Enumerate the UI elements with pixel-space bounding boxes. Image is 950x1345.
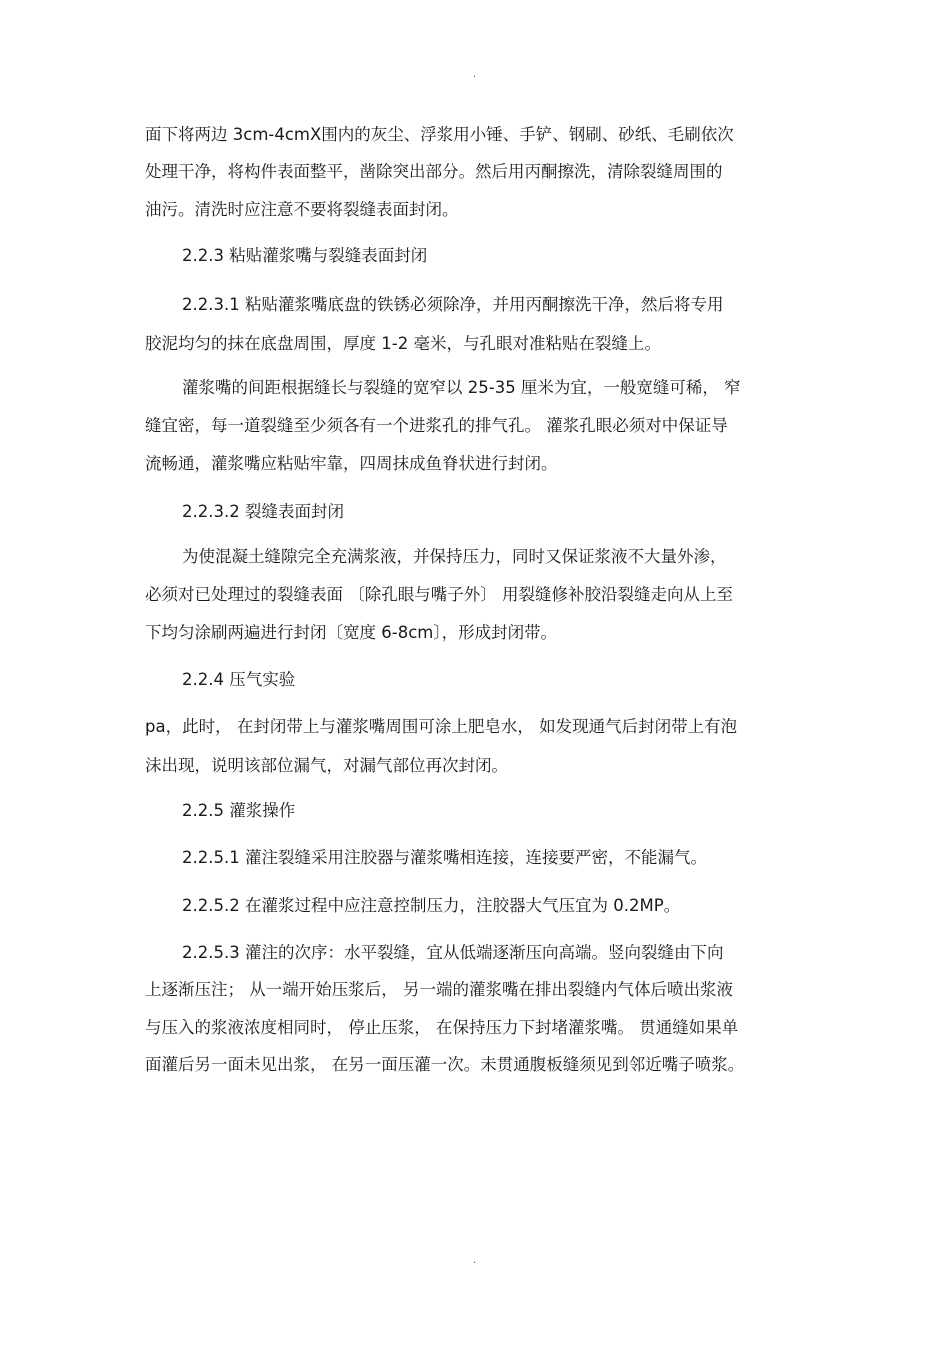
- paragraph-line: 2.2.3.1 粘贴灌浆嘴底盘的铁锈必须除净，并用丙酮擦洗干净，然后将专用: [182, 295, 724, 314]
- paragraph-line: 面下将两边 3cm-4cmX围内的灰尘、浮浆用小锤、手铲、钢刷、砂纸、毛刷依次: [145, 125, 734, 144]
- paragraph-line: 下均匀涂刷两遍进行封闭〔宽度 6-8cm〕，形成封闭带。: [145, 623, 558, 642]
- section-heading: 2.2.3.2 裂缝表面封闭: [182, 502, 344, 521]
- paragraph-line: 2.2.5.3 灌注的次序：水平裂缝，宜从低端逐渐压向高端。竖向裂缝由下向: [182, 943, 724, 962]
- section-heading: 2.2.3 粘贴灌浆嘴与裂缝表面封闭: [182, 246, 428, 265]
- paragraph-line: 与压入的浆液浓度相同时， 停止压浆， 在保持压力下封堵灌浆嘴。 贯通缝如果单: [145, 1018, 739, 1037]
- footer-mark: .: [473, 1255, 477, 1266]
- section-heading: 2.2.4 压气实验: [182, 670, 296, 689]
- paragraph-line: 面灌后另一面未见出浆， 在另一面压灌一次。未贯通腹板缝须见到邻近嘴子喷浆。: [145, 1055, 745, 1074]
- paragraph-line: pa，此时， 在封闭带上与灌浆嘴周围可涂上肥皂水， 如发现通气后封闭带上有泡: [145, 717, 738, 736]
- paragraph-line: 缝宜密，每一道裂缝至少须各有一个进浆孔的排气孔。 灌浆孔眼必须对中保证导: [145, 416, 728, 435]
- paragraph-line: 处理干净，将构件表面整平，凿除突出部分。然后用丙酮擦洗，清除裂缝周围的: [145, 162, 723, 181]
- paragraph-line: 灌浆嘴的间距根据缝长与裂缝的宽窄以 25-35 厘米为宜，一般宽缝可稀， 窄: [182, 378, 741, 397]
- paragraph-line: 2.2.5.1 灌注裂缝采用注胶器与灌浆嘴相连接，连接要严密，不能漏气。: [182, 848, 707, 867]
- paragraph-line: 油污。清洗时应注意不要将裂缝表面封闭。: [145, 200, 459, 219]
- paragraph-line: 流畅通，灌浆嘴应粘贴牢靠，四周抹成鱼脊状进行封闭。: [145, 454, 558, 473]
- header-mark: .: [473, 69, 477, 80]
- paragraph-line: 2.2.5.2 在灌浆过程中应注意控制压力，注胶器大气压宜为 0.2MP。: [182, 896, 681, 915]
- section-heading: 2.2.5 灌浆操作: [182, 801, 296, 820]
- paragraph-line: 必须对已处理过的裂缝表面 〔除孔眼与嘴子外〕 用裂缝修补胶沿裂缝走向从上至: [145, 585, 733, 604]
- paragraph-line: 胶泥均匀的抹在底盘周围，厚度 1-2 毫米，与孔眼对准粘贴在裂缝上。: [145, 334, 661, 353]
- paragraph-line: 为使混凝土缝隙完全充满浆液，并保持压力，同时又保证浆液不大量外渗，: [182, 547, 727, 566]
- paragraph-line: 沫出现，说明该部位漏气，对漏气部位再次封闭。: [145, 756, 508, 775]
- paragraph-line: 上逐渐压注； 从一端开始压浆后， 另一端的灌浆嘴在排出裂缝内气体后喷出浆液: [145, 980, 733, 999]
